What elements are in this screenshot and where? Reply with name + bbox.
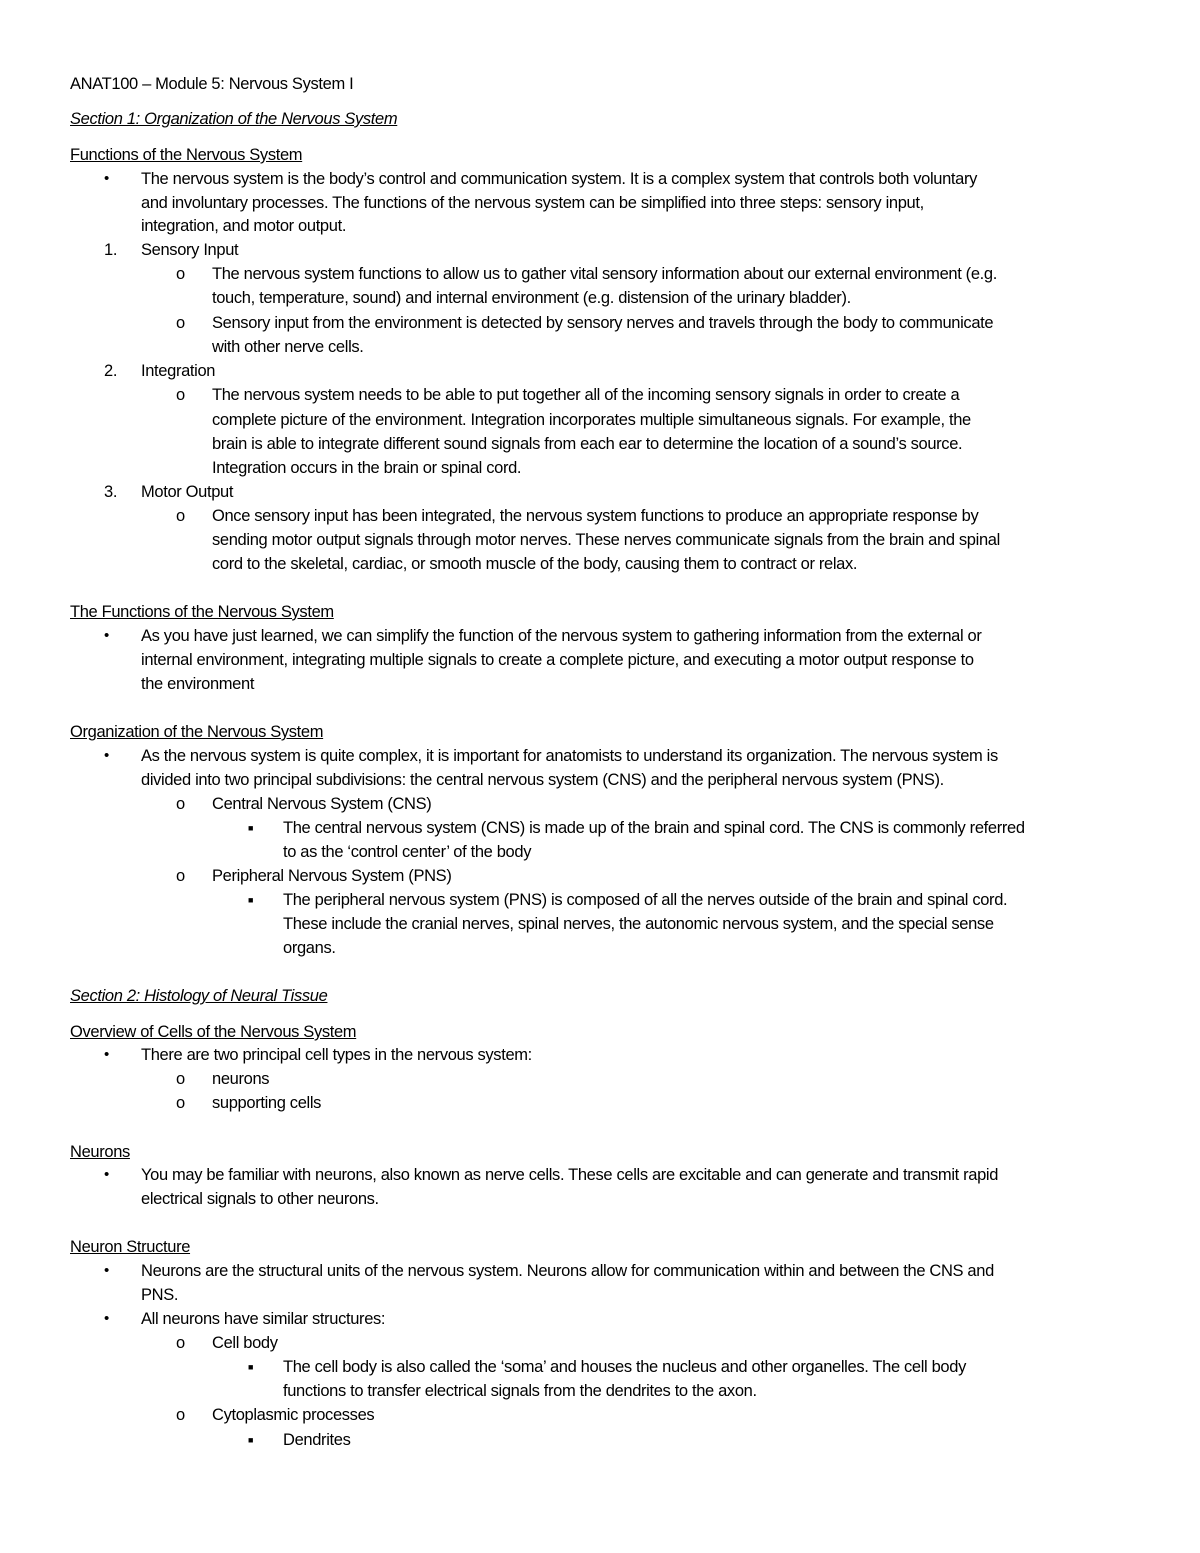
text-line: Cytoplasmic processes <box>212 1406 375 1424</box>
text-line: organs. <box>283 939 336 957</box>
text-line: to as the ‘control center’ of the body <box>283 843 532 861</box>
step-heading-sensory-input: Sensory Input <box>141 241 239 259</box>
text-line: cord to the skeletal, cardiac, or smooth muscle of the body, causing them to contract or relax. <box>212 555 858 573</box>
heading-neuron-structure: Neuron Structure <box>70 1238 191 1256</box>
text-line: functions to transfer electrical signals from the dendrites to the axon. <box>283 1382 757 1400</box>
number-marker: 3. <box>104 483 118 501</box>
heading-functions: Functions of the Nervous System <box>70 146 303 164</box>
heading-the-functions: The Functions of the Nervous System <box>70 603 334 621</box>
text-line: with other nerve cells. <box>212 338 364 356</box>
text-line: The nervous system functions to allow us to gather vital sensory information about our external environment (e.g. <box>212 265 997 283</box>
number-marker: 2. <box>104 362 118 380</box>
text-line: Cell body <box>212 1334 278 1352</box>
subheading-cns: Central Nervous System (CNS) <box>212 795 432 813</box>
text-line: The nervous system is the body’s control and communication system. It is a complex system that controls both voluntary <box>141 170 978 188</box>
sub-bullet-marker: o <box>176 1094 185 1112</box>
heading-neurons: Neurons <box>70 1143 130 1161</box>
text-line: sending motor output signals through motor nerves. These nerves communicate signals from the brain and spinal <box>212 531 1000 549</box>
section-2-title: Section 2: Histology of Neural Tissue <box>70 987 328 1005</box>
text-line: The nervous system needs to be able to put together all of the incoming sensory signals in order to create a <box>212 386 960 404</box>
text-line: Neurons are the structural units of the nervous system. Neurons allow for communication within and between the CNS and <box>141 1262 994 1280</box>
heading-overview-cells: Overview of Cells of the Nervous System <box>70 1023 357 1041</box>
step-heading-integration: Integration <box>141 362 216 380</box>
bullet-marker: • <box>104 747 109 764</box>
text-line: neurons <box>212 1070 270 1088</box>
subheading-pns: Peripheral Nervous System (PNS) <box>212 867 452 885</box>
text-line: electrical signals to other neurons. <box>141 1190 379 1208</box>
text-line: supporting cells <box>212 1094 322 1112</box>
text-line: The cell body is also called the ‘soma’ and houses the nucleus and other organelles. The cell body <box>283 1358 966 1376</box>
bullet-marker: • <box>104 627 109 644</box>
document-title: ANAT100 – Module 5: Nervous System I <box>70 75 354 93</box>
text-line: You may be familiar with neurons, also known as nerve cells. These cells are excitable and can generate and transmit rapid <box>141 1166 999 1184</box>
bullet-marker: • <box>104 1046 109 1063</box>
text-line: As the nervous system is quite complex, it is important for anatomists to understand its organization. The nervous system is <box>141 747 998 765</box>
text-line: the environment <box>141 675 255 693</box>
square-bullet-marker: ■ <box>248 1435 254 1445</box>
section-1-title: Section 1: Organization of the Nervous System <box>70 110 398 128</box>
text-line: These include the cranial nerves, spinal nerves, the autonomic nervous system, and the special sense <box>283 915 994 933</box>
bullet-marker: • <box>104 1262 109 1279</box>
square-bullet-marker: ■ <box>248 823 254 833</box>
text-line: PNS. <box>141 1286 179 1304</box>
bullet-marker: • <box>104 1166 109 1183</box>
sub-bullet-marker: o <box>176 386 185 404</box>
text-line: Once sensory input has been integrated, the nervous system functions to produce an appropriate response by <box>212 507 979 525</box>
square-bullet-marker: ■ <box>248 1362 254 1372</box>
bullet-marker: • <box>104 170 109 187</box>
square-bullet-marker: ■ <box>248 895 254 905</box>
sub-bullet-marker: o <box>176 265 185 283</box>
sub-bullet-marker: o <box>176 1334 185 1352</box>
sub-bullet-marker: o <box>176 314 185 332</box>
text-line: internal environment, integrating multiple signals to create a complete picture, and executing a motor output response to <box>141 651 974 669</box>
text-line: touch, temperature, sound) and internal environment (e.g. distension of the urinary bladder). <box>212 289 851 307</box>
sub-bullet-marker: o <box>176 1406 185 1424</box>
step-heading-motor-output: Motor Output <box>141 483 234 501</box>
text-line: The central nervous system (CNS) is made up of the brain and spinal cord. The CNS is commonly referred <box>283 819 1025 837</box>
text-line: Sensory input from the environment is detected by sensory nerves and travels through the body to communicate <box>212 314 994 332</box>
bullet-marker: • <box>104 1310 109 1327</box>
text-line: All neurons have similar structures: <box>141 1310 386 1328</box>
sub-bullet-marker: o <box>176 1070 185 1088</box>
text-line: divided into two principal subdivisions: the central nervous system (CNS) and the peripheral nervous system (PNS). <box>141 771 944 789</box>
sub-bullet-marker: o <box>176 795 185 813</box>
heading-organization: Organization of the Nervous System <box>70 723 324 741</box>
text-line: There are two principal cell types in the nervous system: <box>141 1046 532 1064</box>
sub-bullet-marker: o <box>176 507 185 525</box>
text-line: complete picture of the environment. Integration incorporates multiple simultaneous signals. For example, the <box>212 411 971 429</box>
sub-bullet-marker: o <box>176 867 185 885</box>
number-marker: 1. <box>104 241 118 259</box>
text-line: Dendrites <box>283 1431 351 1449</box>
text-line: As you have just learned, we can simplify the function of the nervous system to gathering information from the external or <box>141 627 982 645</box>
text-line: brain is able to integrate different sound signals from each ear to determine the location of a sound’s source. <box>212 435 963 453</box>
text-line: and involuntary processes. The functions of the nervous system can be simplified into three steps: sensory input, <box>141 194 924 212</box>
text-line: integration, and motor output. <box>141 217 347 235</box>
text-line: Integration occurs in the brain or spinal cord. <box>212 459 522 477</box>
text-line: The peripheral nervous system (PNS) is composed of all the nerves outside of the brain and spinal cord. <box>283 891 1008 909</box>
